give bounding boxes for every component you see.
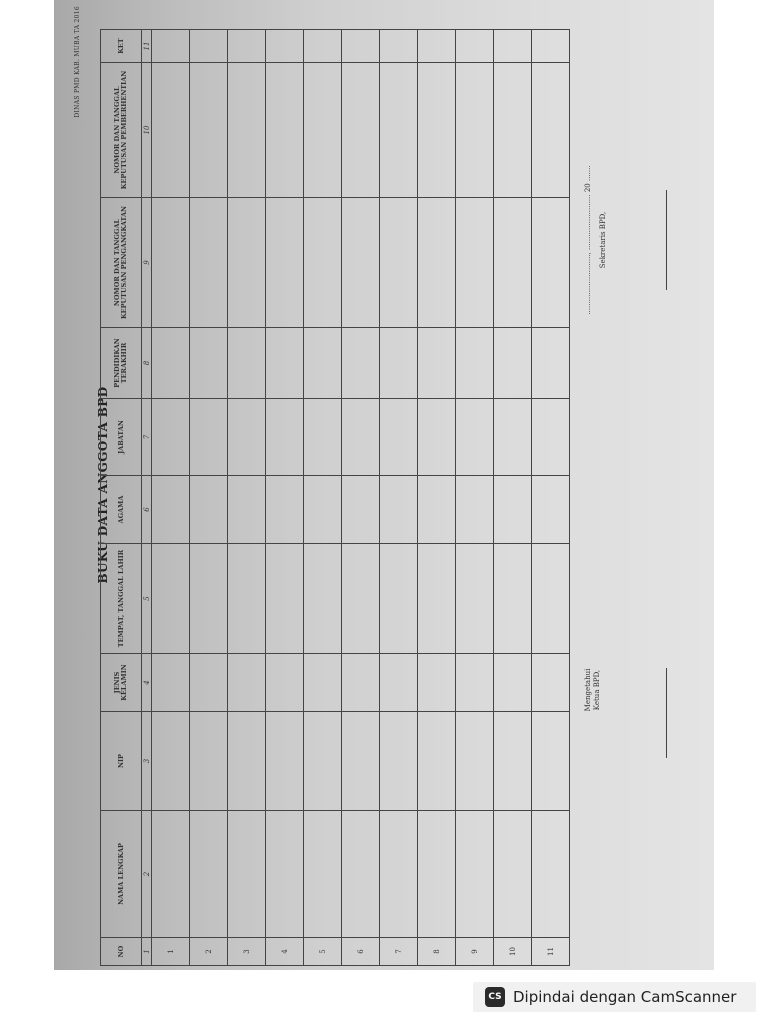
table-cell (190, 30, 228, 63)
column-header: AGAMA (101, 476, 142, 544)
table-row (304, 30, 342, 966)
table-cell (532, 30, 570, 63)
table-cell (456, 63, 494, 198)
table-cell (494, 328, 532, 399)
table-cell (532, 198, 570, 328)
table-cell (418, 399, 456, 476)
table-cell (304, 198, 342, 328)
column-header: TEMPAT, TANGGAL LAHIR (101, 544, 142, 654)
table-cell (304, 544, 342, 654)
row-number: 10 (494, 938, 532, 966)
table-cell (342, 811, 380, 938)
table-row (494, 30, 532, 966)
column-number-row (142, 30, 152, 966)
table-cell (418, 811, 456, 938)
table-cell (342, 30, 380, 63)
table-cell (266, 654, 304, 712)
table-cell (342, 399, 380, 476)
row-number: 1 (152, 938, 190, 966)
table-cell (380, 654, 418, 712)
camscanner-logo-icon: CS (485, 987, 505, 1007)
camscanner-footer (473, 982, 756, 1012)
column-header: NO (101, 938, 142, 966)
table-cell (532, 63, 570, 198)
table-cell (380, 811, 418, 938)
table-cell (190, 476, 228, 544)
signature-right-date: ..........................., ......................... 20 ....... (584, 165, 592, 315)
table-cell (190, 544, 228, 654)
row-number: 5 (304, 938, 342, 966)
table-row (456, 30, 494, 966)
table-cell (380, 198, 418, 328)
table-cell (532, 544, 570, 654)
table-cell (494, 198, 532, 328)
table-cell (418, 544, 456, 654)
table-cell (380, 712, 418, 811)
camscanner-text: Dipindai dengan CamScanner (513, 988, 737, 1006)
row-number: 7 (380, 938, 418, 966)
column-number: 11 (142, 30, 152, 63)
table-cell (342, 712, 380, 811)
table-cell (266, 399, 304, 476)
table-cell (152, 63, 190, 198)
member-data-table (100, 29, 570, 966)
signature-right-label (584, 140, 608, 340)
table-cell (152, 712, 190, 811)
table-cell (304, 63, 342, 198)
table-cell (494, 63, 532, 198)
table-cell (532, 712, 570, 811)
column-header: PENDIDIKAN TERAKHIR (101, 328, 142, 399)
table-cell (342, 654, 380, 712)
table-cell (190, 811, 228, 938)
table-cell (228, 654, 266, 712)
scanned-sheet (54, 0, 714, 970)
row-number: 4 (266, 938, 304, 966)
table-row (266, 30, 304, 966)
table-cell (494, 399, 532, 476)
column-number: 10 (142, 63, 152, 198)
table-cell (190, 63, 228, 198)
column-number: 8 (142, 328, 152, 399)
table-cell (228, 63, 266, 198)
signature-left-line (666, 668, 667, 758)
table-cell (304, 811, 342, 938)
table-cell (228, 712, 266, 811)
table-cell (190, 654, 228, 712)
table-cell (494, 654, 532, 712)
table-header-row (101, 30, 142, 966)
table-cell (418, 476, 456, 544)
row-number: 2 (190, 938, 228, 966)
table-cell (532, 654, 570, 712)
table-cell (456, 476, 494, 544)
row-number: 6 (342, 938, 380, 966)
table-cell (228, 476, 266, 544)
table-cell (342, 544, 380, 654)
signature-left-line2: Ketua BPD, (593, 669, 601, 711)
table-cell (532, 399, 570, 476)
column-header: NOMOR DAN TANGGAL KEPUTUSAN PENGANGKATAN (101, 198, 142, 328)
column-number: 5 (142, 544, 152, 654)
table-cell (456, 328, 494, 399)
table-cell (152, 328, 190, 399)
column-number: 1 (142, 938, 152, 966)
table-cell (418, 30, 456, 63)
table-cell (152, 811, 190, 938)
signature-left-line1: Mengetahui (584, 668, 592, 712)
table-cell (456, 811, 494, 938)
row-number: 9 (456, 938, 494, 966)
row-number: 3 (228, 938, 266, 966)
document-title: BUKU DATA ANGGOTA BPD (96, 386, 110, 584)
table-row (418, 30, 456, 966)
table-cell (304, 712, 342, 811)
table-cell (494, 476, 532, 544)
column-number: 4 (142, 654, 152, 712)
table-row (380, 30, 418, 966)
table-cell (152, 476, 190, 544)
table-cell (342, 476, 380, 544)
table-cell (418, 63, 456, 198)
table-cell (228, 811, 266, 938)
table-cell (380, 544, 418, 654)
table-cell (418, 198, 456, 328)
column-header: NAMA LENGKAP (101, 811, 142, 938)
table-cell (152, 654, 190, 712)
table-cell (304, 476, 342, 544)
table-cell (152, 544, 190, 654)
table-cell (266, 811, 304, 938)
signature-left-label (584, 610, 602, 770)
table-row (152, 30, 190, 966)
table-cell (266, 712, 304, 811)
column-number: 2 (142, 811, 152, 938)
table-cell (532, 811, 570, 938)
table-cell (266, 544, 304, 654)
table-cell (380, 399, 418, 476)
table-cell (456, 399, 494, 476)
table-cell (266, 198, 304, 328)
table-cell (228, 198, 266, 328)
column-header: KET (101, 30, 142, 63)
table-cell (190, 198, 228, 328)
signature-right-line (666, 190, 667, 290)
table-cell (456, 198, 494, 328)
table-cell (494, 712, 532, 811)
column-number: 3 (142, 712, 152, 811)
table-cell (456, 30, 494, 63)
table-cell (152, 198, 190, 328)
table-cell (494, 811, 532, 938)
column-header: NIP (101, 712, 142, 811)
table-cell (304, 399, 342, 476)
rotated-page (54, 0, 714, 970)
table-cell (380, 30, 418, 63)
table-cell (456, 654, 494, 712)
table-cell (342, 328, 380, 399)
table-cell (418, 654, 456, 712)
column-number: 9 (142, 198, 152, 328)
column-header: JABATAN (101, 399, 142, 476)
table-row (342, 30, 380, 966)
table-cell (228, 544, 266, 654)
table-cell (152, 30, 190, 63)
table-cell (266, 30, 304, 63)
table-cell (228, 30, 266, 63)
table-cell (380, 328, 418, 399)
signature-right-title: Sekretaris BPD, (599, 211, 607, 269)
table-cell (380, 63, 418, 198)
table-cell (342, 198, 380, 328)
table-cell (418, 712, 456, 811)
row-number: 8 (418, 938, 456, 966)
table-cell (532, 328, 570, 399)
table-cell (228, 399, 266, 476)
table-cell (266, 328, 304, 399)
table-cell (494, 544, 532, 654)
table-cell (266, 63, 304, 198)
table-cell (380, 476, 418, 544)
table-cell (532, 476, 570, 544)
agency-label: DINAS PMD KAB. MUBA TA 2016 (74, 6, 81, 118)
column-number: 6 (142, 476, 152, 544)
table-row (532, 30, 570, 966)
table-cell (190, 328, 228, 399)
table-cell (190, 712, 228, 811)
table-row (228, 30, 266, 966)
table-cell (304, 654, 342, 712)
table-cell (494, 30, 532, 63)
column-number: 7 (142, 399, 152, 476)
table-cell (456, 544, 494, 654)
table-cell (456, 712, 494, 811)
table-cell (190, 399, 228, 476)
column-header: JENIS KELAMIN (101, 654, 142, 712)
table-cell (266, 476, 304, 544)
table-cell (342, 63, 380, 198)
row-number: 11 (532, 938, 570, 966)
table-cell (304, 30, 342, 63)
table-cell (152, 399, 190, 476)
table-cell (418, 328, 456, 399)
table-cell (228, 328, 266, 399)
column-header: NOMOR DAN TANGGAL KEPUTUSAN PEMBERHENTIAN (101, 63, 142, 198)
table-cell (304, 328, 342, 399)
table-row (190, 30, 228, 966)
